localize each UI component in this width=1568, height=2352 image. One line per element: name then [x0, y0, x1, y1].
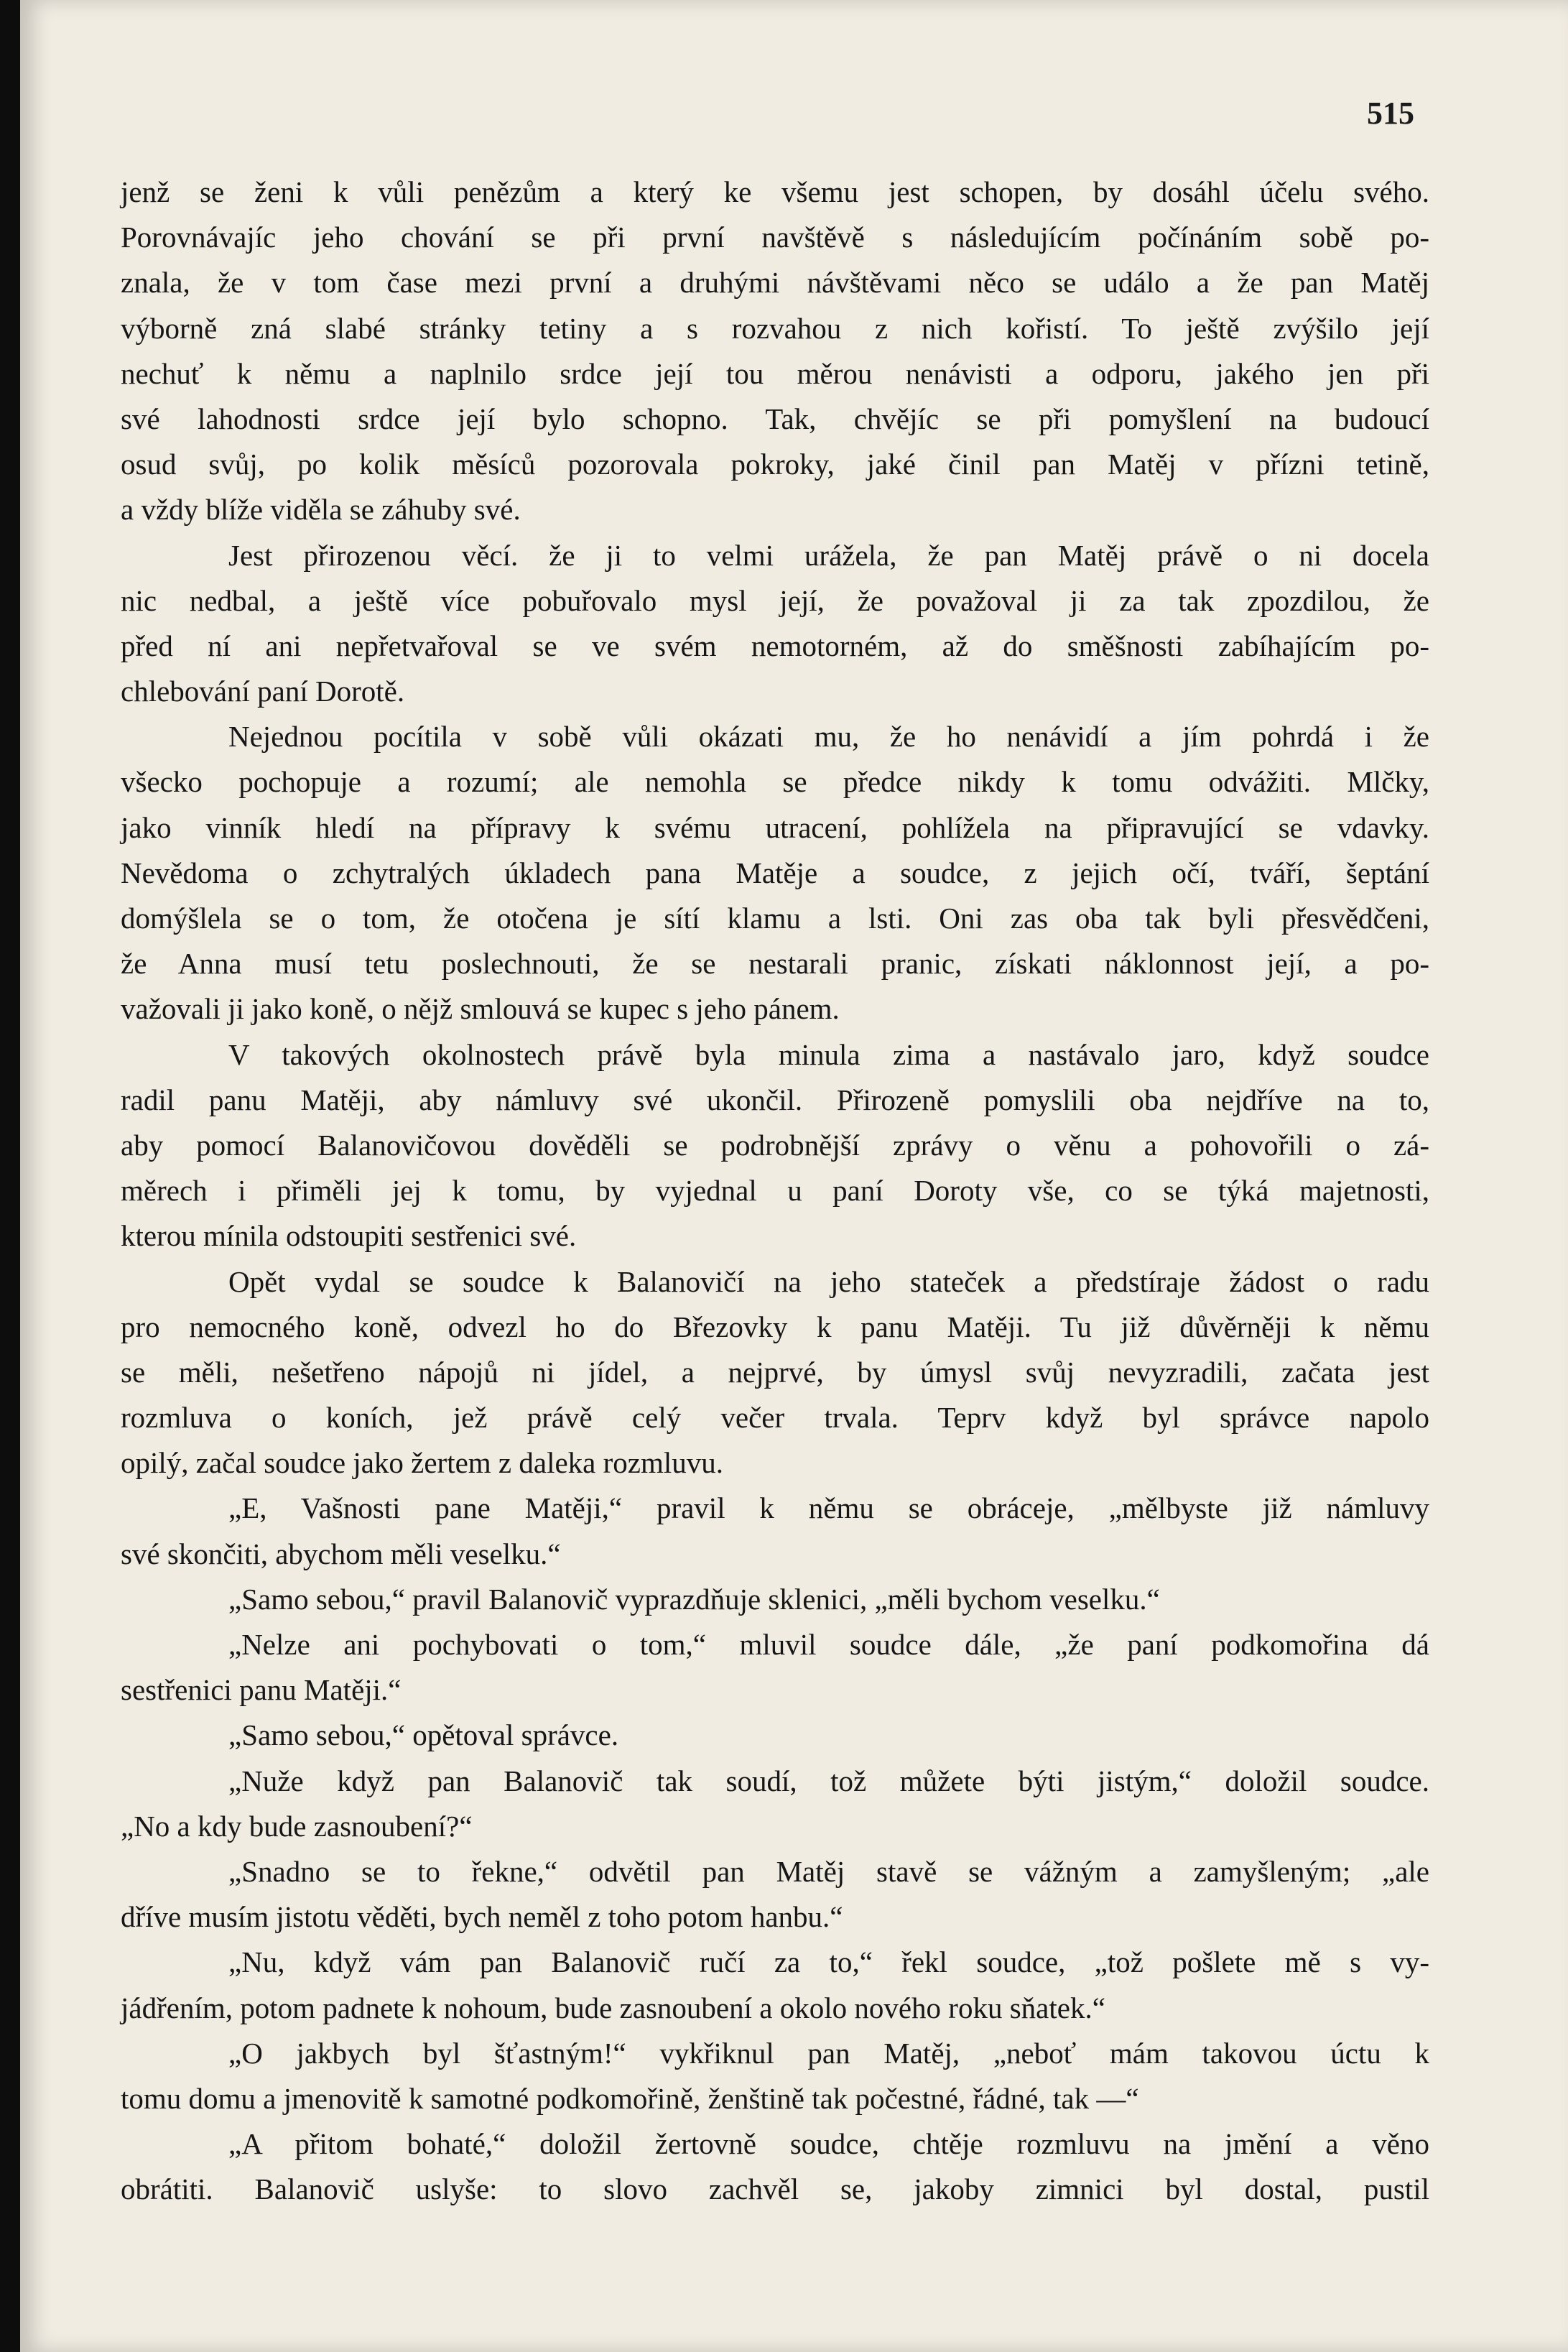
- text-line: „E, Vašnosti pane Matěji,“ pravil k němu se obráceje, „mělbyste již námluvy: [228, 1491, 1429, 1525]
- text-line: Jest přirozenou věcí. že ji to velmi urážela, že pan Matěj právě o ni docela: [228, 538, 1429, 572]
- text-line: „A přitom bohaté,“ doložil žertovně soudce, chtěje rozmluvu na jmění a věno: [228, 2127, 1429, 2161]
- text-line: „Nu, když vám pan Balanovič ručí za to,“ řekl soudce, „tož pošlete mě s vy-: [228, 1945, 1429, 1979]
- text-line: važovali ji jako koně, o nějž smlouvá se kupec s jeho pánem.: [121, 992, 840, 1026]
- text-line: kterou mínila odstoupiti sestřenici své.: [121, 1219, 577, 1253]
- text-line: „Nuže když pan Balanovič tak soudí, tož můžete býti jistým,“ doložil soudce.: [228, 1764, 1429, 1797]
- page-body-text: [121, 170, 1429, 2212]
- text-line: všecko pochopuje a rozumí; ale nemohla se předce nikdy k tomu odvážiti. Mlčky,: [121, 765, 1429, 799]
- text-line: sestřenici panu Matěji.“: [121, 1673, 402, 1707]
- text-line: aby pomocí Balanovičovou dověděli se podrobnější zprávy o věnu a pohovořili o zá-: [121, 1128, 1429, 1162]
- text-line: nic nedbal, a ještě více pobuřovalo mysl její, že považoval ji za tak zpozdilou, že: [121, 583, 1429, 617]
- text-line: „No a kdy bude zasnoubení?“: [121, 1809, 473, 1843]
- text-line: „Nelze ani pochybovati o tom,“ mluvil soudce dále, „že paní podkomořina dá: [228, 1628, 1429, 1661]
- text-line: znala, že v tom čase mezi první a druhými návštěvami něco se událo a že pan Matěj: [121, 266, 1429, 300]
- text-line: domýšlela se o tom, že otočena je sítí klamu a lsti. Oni zas oba tak byli přesvědčeni,: [121, 902, 1429, 935]
- text-line: se měli, nešetřeno nápojů ni jídel, a nejprvé, by úmysl svůj nevyzradili, začata jest: [121, 1355, 1429, 1389]
- text-line: „Samo sebou,“ opětoval správce.: [228, 1718, 619, 1752]
- text-line: své skončiti, abychom měli veselku.“: [121, 1537, 561, 1570]
- page-number: 515: [1367, 96, 1414, 131]
- text-line: a vždy blíže viděla se záhuby své.: [121, 493, 521, 527]
- text-line: rozmluva o koních, jež právě celý večer trvala. Teprv když byl správce napolo: [121, 1401, 1429, 1435]
- text-line: Nejednou pocítila v sobě vůli okázati mu, že ho nenávidí a jím pohrdá i že: [228, 720, 1429, 754]
- text-line: opilý, začal soudce jako žertem z daleka rozmluvu.: [121, 1446, 723, 1480]
- text-line: Opět vydal se soudce k Balanovičí na jeho stateček a předstíraje žádost o radu: [228, 1264, 1429, 1298]
- text-line: své lahodnosti srdce její bylo schopno. Tak, chvějíc se při pomyšlení na budoucí: [121, 402, 1429, 435]
- text-line: jako vinník hledí na přípravy k svému utracení, pohlížela na připravující se vdavky.: [121, 810, 1429, 844]
- text-line: měrech i přiměli jej k tomu, by vyjednal u paní Doroty vše, co se týká majetnosti,: [121, 1174, 1429, 1208]
- text-line: že Anna musí tetu poslechnouti, že se nestarali pranic, získati náklonnost její, a po-: [121, 947, 1429, 981]
- text-line: před ní ani nepřetvařoval se ve svém nemotorném, až do směšnosti zabíhajícím po-: [121, 629, 1429, 662]
- text-line: chlebování paní Dorotě.: [121, 675, 405, 708]
- text-line: radil panu Matěji, aby námluvy své ukončil. Přirozeně pomyslili oba nejdříve na to,: [121, 1083, 1429, 1116]
- text-line: jádřením, potom padnete k nohoum, bude zasnoubení a okolo nového roku sňatek.“: [121, 1991, 1105, 2024]
- text-line: V takových okolnostech právě byla minula zima a nastávalo jaro, když soudce: [228, 1037, 1429, 1071]
- text-line: výborně zná slabé stránky tetiny a s rozvahou z nich kořistí. To ještě zvýšilo její: [121, 311, 1429, 345]
- text-line: „Snadno se to řekne,“ odvětil pan Matěj stavě se vážným a zamyšleným; „ale: [228, 1854, 1429, 1888]
- text-line: osud svůj, po kolik měsíců pozorovala pokroky, jaké činil pan Matěj v přízni tetině,: [121, 448, 1429, 481]
- text-line: Porovnávajíc jeho chování se při první navštěvě s následujícím počínáním sobě po-: [121, 221, 1429, 254]
- text-line: „O jakbych byl šťastným!“ vykřiknul pan Matěj, „neboť mám takovou úctu k: [228, 2036, 1429, 2070]
- text-line: Nevědoma o zchytralých úkladech pana Matěje a soudce, z jejich očí, tváří, šeptání: [121, 856, 1429, 889]
- text-line: obrátiti. Balanovič uslyše: to slovo zachvěl se, jakoby zimnici byl dostal, pustil: [121, 2172, 1429, 2206]
- book-page: [20, 0, 1568, 2352]
- text-line: dříve musím jistotu věděti, bych neměl z toho potom hanbu.“: [121, 1900, 843, 1934]
- text-line: nechuť k němu a naplnilo srdce její tou měrou nenávisti a odporu, jakého jen při: [121, 356, 1429, 390]
- text-line: pro nemocného koně, odvezl ho do Březovky k panu Matěji. Tu již důvěrněji k němu: [121, 1310, 1429, 1343]
- text-line: jenž se ženi k vůli penězům a který ke všemu jest schopen, by dosáhl účelu svého.: [121, 175, 1429, 208]
- text-line: tomu domu a jmenovitě k samotné podkomořině, ženštině tak počestné, řádné, tak —“: [121, 2081, 1139, 2115]
- text-line: „Samo sebou,“ pravil Balanovič vyprazdňuje sklenici, „měli bychom veselku.“: [228, 1582, 1160, 1616]
